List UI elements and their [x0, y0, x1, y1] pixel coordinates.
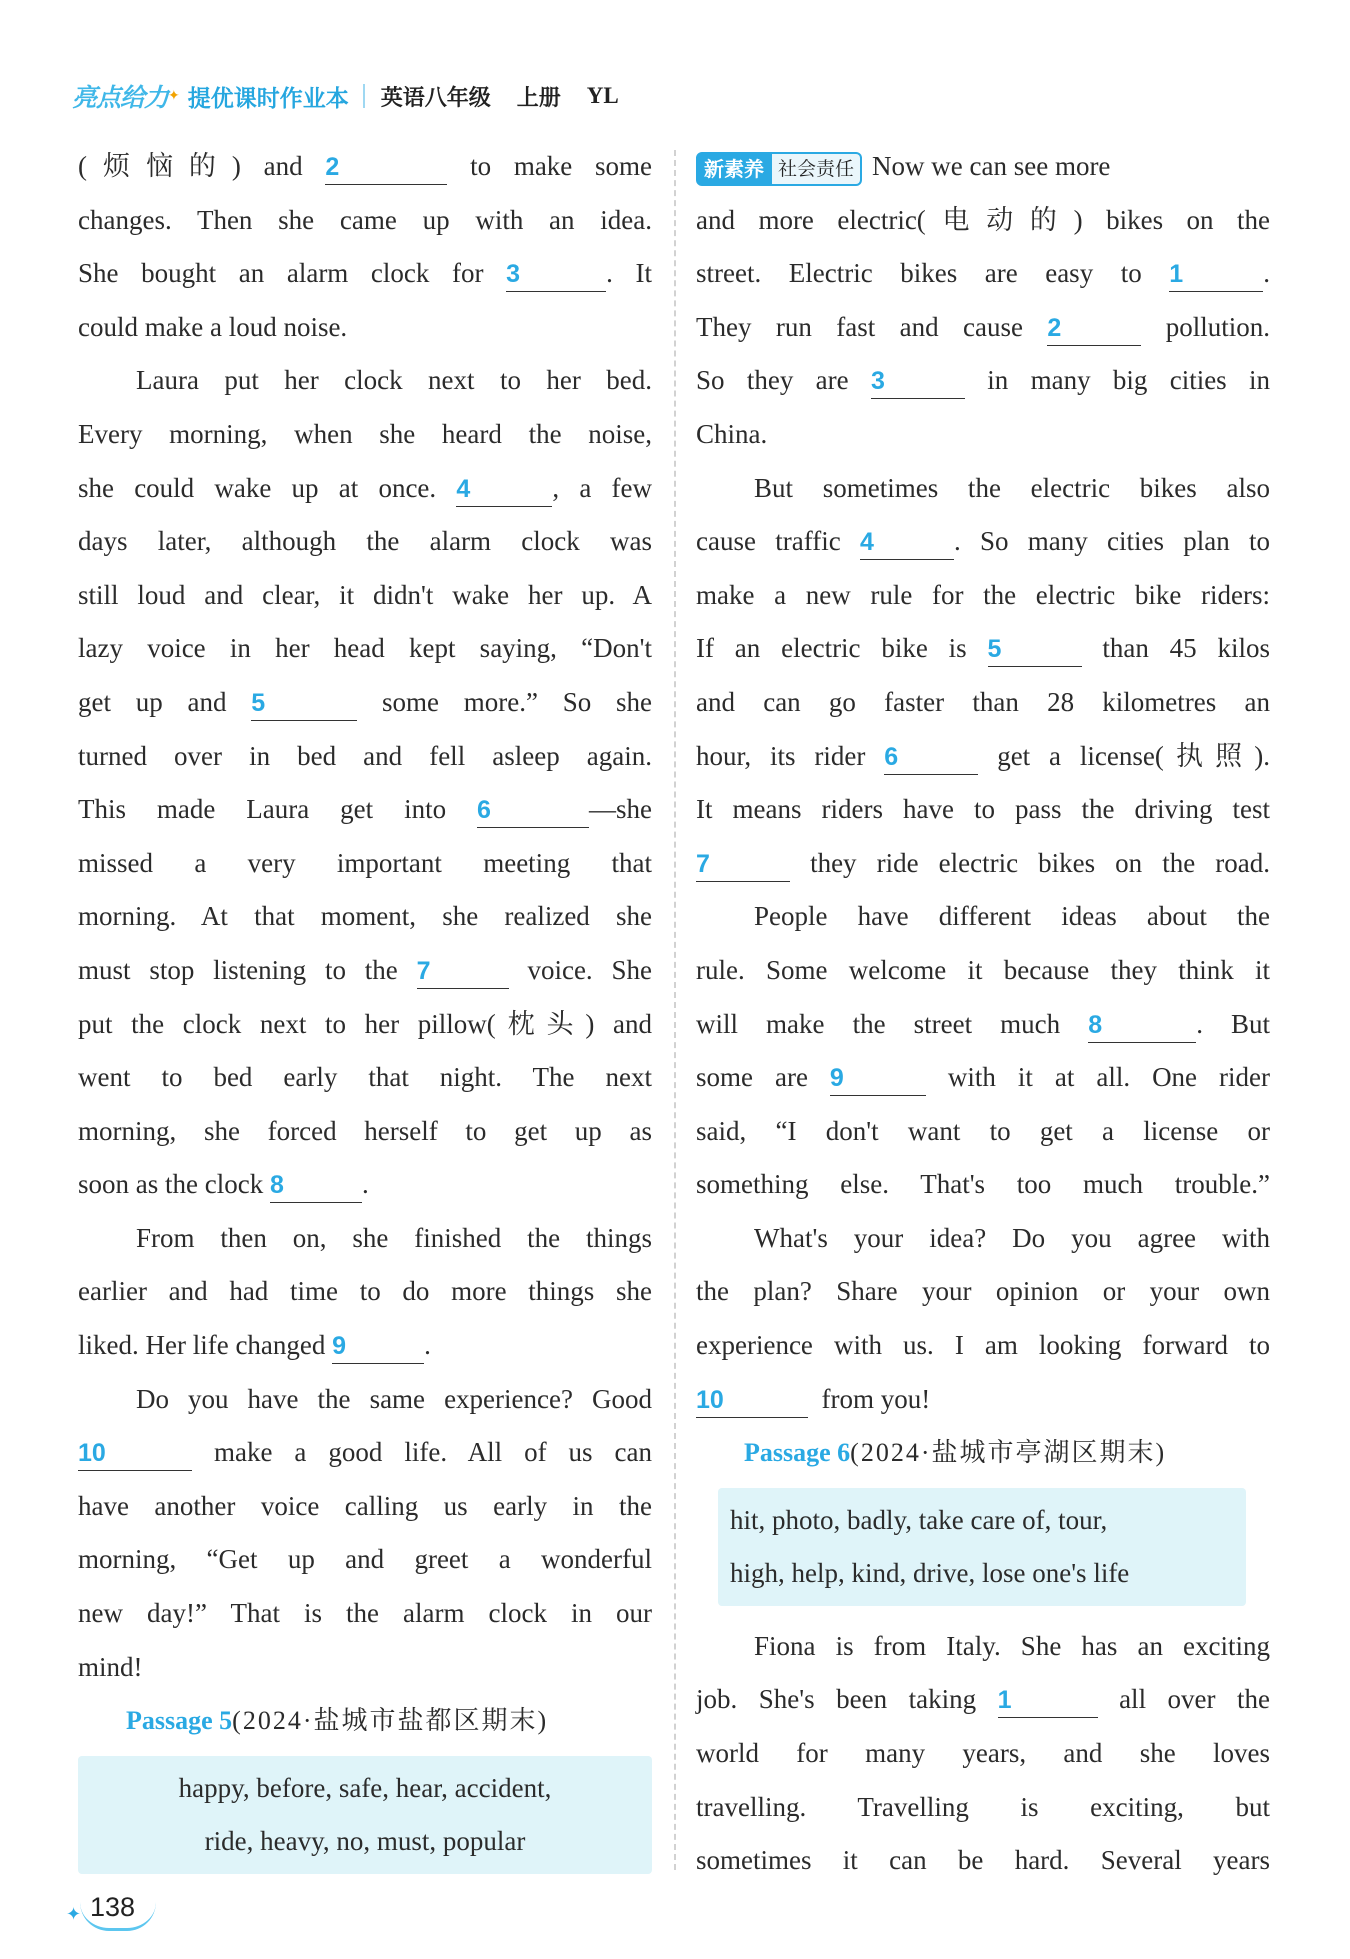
series-title: 提优课时作业本	[187, 85, 349, 112]
answer-blank[interactable]: 10	[696, 1383, 808, 1418]
text-line: morning. At that moment, she realized she	[78, 901, 652, 932]
column-divider	[674, 150, 676, 1870]
text-line: still loud and clear, it didn't wake her up. A	[78, 579, 652, 610]
text-line: Do you have the same experience? Good	[136, 1383, 652, 1414]
text-line: put the clock next to her pillow(枕头) and	[78, 1008, 652, 1039]
text-line: cause traffic 4 . So many cities plan to	[696, 515, 1270, 569]
brand-logo: 亮点给力	[72, 83, 169, 112]
text-line: new day!” That is the alarm clock in our	[78, 1598, 652, 1629]
answer-blank[interactable]: 1	[1169, 257, 1263, 292]
answer-blank[interactable]: 8	[270, 1168, 362, 1203]
text-line: 10 from you!	[696, 1373, 1270, 1427]
text-line: So they are 3 in many big cities in	[696, 354, 1270, 408]
text-line: Laura put her clock next to her bed.	[136, 365, 652, 396]
text-line: soon as the clock 8 .	[78, 1158, 652, 1212]
page-number	[66, 1886, 156, 1932]
answer-blank[interactable]: 9	[830, 1061, 926, 1096]
text-line: liked. Her life changed 9 .	[78, 1319, 652, 1373]
answer-blank[interactable]: 8	[1088, 1008, 1196, 1043]
text-line: get up and 5 some more.” So she	[78, 676, 652, 730]
text-line: missed a very important meeting that	[78, 847, 652, 878]
text-line: said, “I don't want to get a license or	[696, 1115, 1270, 1146]
answer-blank[interactable]: 6	[884, 740, 978, 775]
text-line: China.	[696, 418, 768, 449]
text-line: If an electric bike is 5 than 45 kilos	[696, 622, 1270, 676]
subject-label: 英语八年级	[380, 85, 491, 111]
text-line: job. She's been taking 1 all over the	[696, 1673, 1270, 1727]
text-line: It means riders have to pass the driving test	[696, 794, 1270, 825]
text-line: mind!	[78, 1651, 143, 1682]
text-line: What's your idea? Do you agree with	[754, 1222, 1270, 1253]
text-line: will make the street much 8 . But	[696, 998, 1270, 1052]
word-bank-line: hit, photo, badly, take care of, tour,	[730, 1504, 1108, 1535]
answer-blank[interactable]: 5	[251, 686, 357, 721]
answer-blank[interactable]: 10	[78, 1436, 192, 1471]
text-line: 新素养 社会责任 Now we can see more	[696, 140, 1270, 194]
text-line: street. Electric bikes are easy to 1 .	[696, 247, 1270, 301]
text-line: hour, its rider 6 get a license(执照).	[696, 730, 1270, 784]
word-bank-line: ride, heavy, no, must, popular	[204, 1825, 526, 1856]
page-number-text: 138	[90, 1892, 136, 1922]
answer-blank[interactable]: 4	[456, 472, 552, 507]
text-line: could make a loud noise.	[78, 311, 348, 342]
left-column	[78, 140, 652, 1888]
answer-blank[interactable]: 3	[871, 364, 965, 399]
literacy-tag: 新素养 社会责任	[696, 152, 862, 186]
text-line: earlier and had time to do more things she	[78, 1276, 652, 1307]
text-line: something else. That's too much trouble.”	[696, 1169, 1270, 1200]
text-line: They run fast and cause 2 pollution.	[696, 301, 1270, 355]
text-line: make a new rule for the electric bike riders:	[696, 579, 1270, 610]
text-line: Every morning, when she heard the noise,	[78, 418, 652, 449]
header-divider	[363, 84, 365, 108]
text-line: rule. Some welcome it because they think it	[696, 954, 1270, 985]
text-line: changes. Then she came up with an idea.	[78, 204, 652, 235]
text-line: travelling. Travelling is exciting, but	[696, 1791, 1270, 1822]
text-line: morning, “Get up and greet a wonderful	[78, 1544, 652, 1575]
answer-blank[interactable]: 4	[860, 525, 954, 560]
answer-blank[interactable]: 7	[417, 954, 509, 989]
sparkle-icon: ✦	[66, 1904, 82, 1924]
text-line: But sometimes the electric bikes also	[754, 472, 1270, 503]
text-line: world for many years, and she loves	[696, 1738, 1270, 1769]
text-line: days later, although the alarm clock was	[78, 526, 652, 557]
text-line: turned over in bed and fell asleep again.	[78, 740, 652, 771]
text-line: She bought an alarm clock for 3 . It	[78, 247, 652, 301]
text-line: 10 make a good life. All of us can	[78, 1426, 652, 1480]
text-line: and can go faster than 28 kilometres an	[696, 686, 1270, 717]
word-bank-box	[78, 1756, 652, 1874]
answer-blank[interactable]: 3	[506, 257, 606, 292]
answer-blank[interactable]: 2	[325, 150, 447, 185]
answer-blank[interactable]: 6	[477, 793, 589, 828]
text-line: and more electric(电动的) bikes on the	[696, 204, 1270, 235]
text-line: This made Laura get into 6 —she	[78, 783, 652, 837]
right-column	[696, 140, 1270, 1888]
text-line: People have different ideas about the	[754, 901, 1270, 932]
answer-blank[interactable]: 5	[988, 632, 1082, 667]
word-bank-line: happy, before, safe, hear, accident,	[178, 1772, 552, 1803]
brand-star-icon: ✦	[168, 88, 180, 104]
text-line: went to bed early that night. The next	[78, 1062, 652, 1093]
text-line: experience with us. I am looking forward to	[696, 1330, 1270, 1361]
text-line: (烦恼的) and 2 to make some	[78, 140, 652, 194]
answer-blank[interactable]: 1	[998, 1683, 1098, 1718]
answer-blank[interactable]: 2	[1047, 311, 1141, 346]
answer-blank[interactable]: 9	[332, 1329, 424, 1364]
word-bank-line: high, help, kind, drive, lose one's life	[730, 1557, 1130, 1588]
passage-5-title: Passage 5(2024·盐城市盐都区期末)	[126, 1706, 549, 1736]
text-line: morning, she forced herself to get up as	[78, 1115, 652, 1146]
text-line: have another voice calling us early in the	[78, 1490, 652, 1521]
word-bank-box	[718, 1488, 1246, 1606]
text-line: the plan? Share your opinion or your own	[696, 1276, 1270, 1307]
edition-label: YL	[586, 83, 619, 108]
text-line: sometimes it can be hard. Several years	[696, 1845, 1270, 1876]
text-line: 7 they ride electric bikes on the road.	[696, 837, 1270, 891]
text-line: lazy voice in her head kept saying, “Don't	[78, 633, 652, 664]
page-header	[72, 74, 619, 118]
text-line: must stop listening to the 7 voice. She	[78, 944, 652, 998]
text-line: some are 9 with it at all. One rider	[696, 1051, 1270, 1105]
text-line: Fiona is from Italy. She has an exciting	[754, 1630, 1270, 1661]
volume-label: 上册	[516, 85, 561, 111]
text-line: she could wake up at once. 4 , a few	[78, 462, 652, 516]
text-line: From then on, she finished the things	[136, 1222, 652, 1253]
answer-blank[interactable]: 7	[696, 847, 790, 882]
passage-6-title: Passage 6(2024·盐城市亭湖区期末)	[744, 1438, 1167, 1468]
